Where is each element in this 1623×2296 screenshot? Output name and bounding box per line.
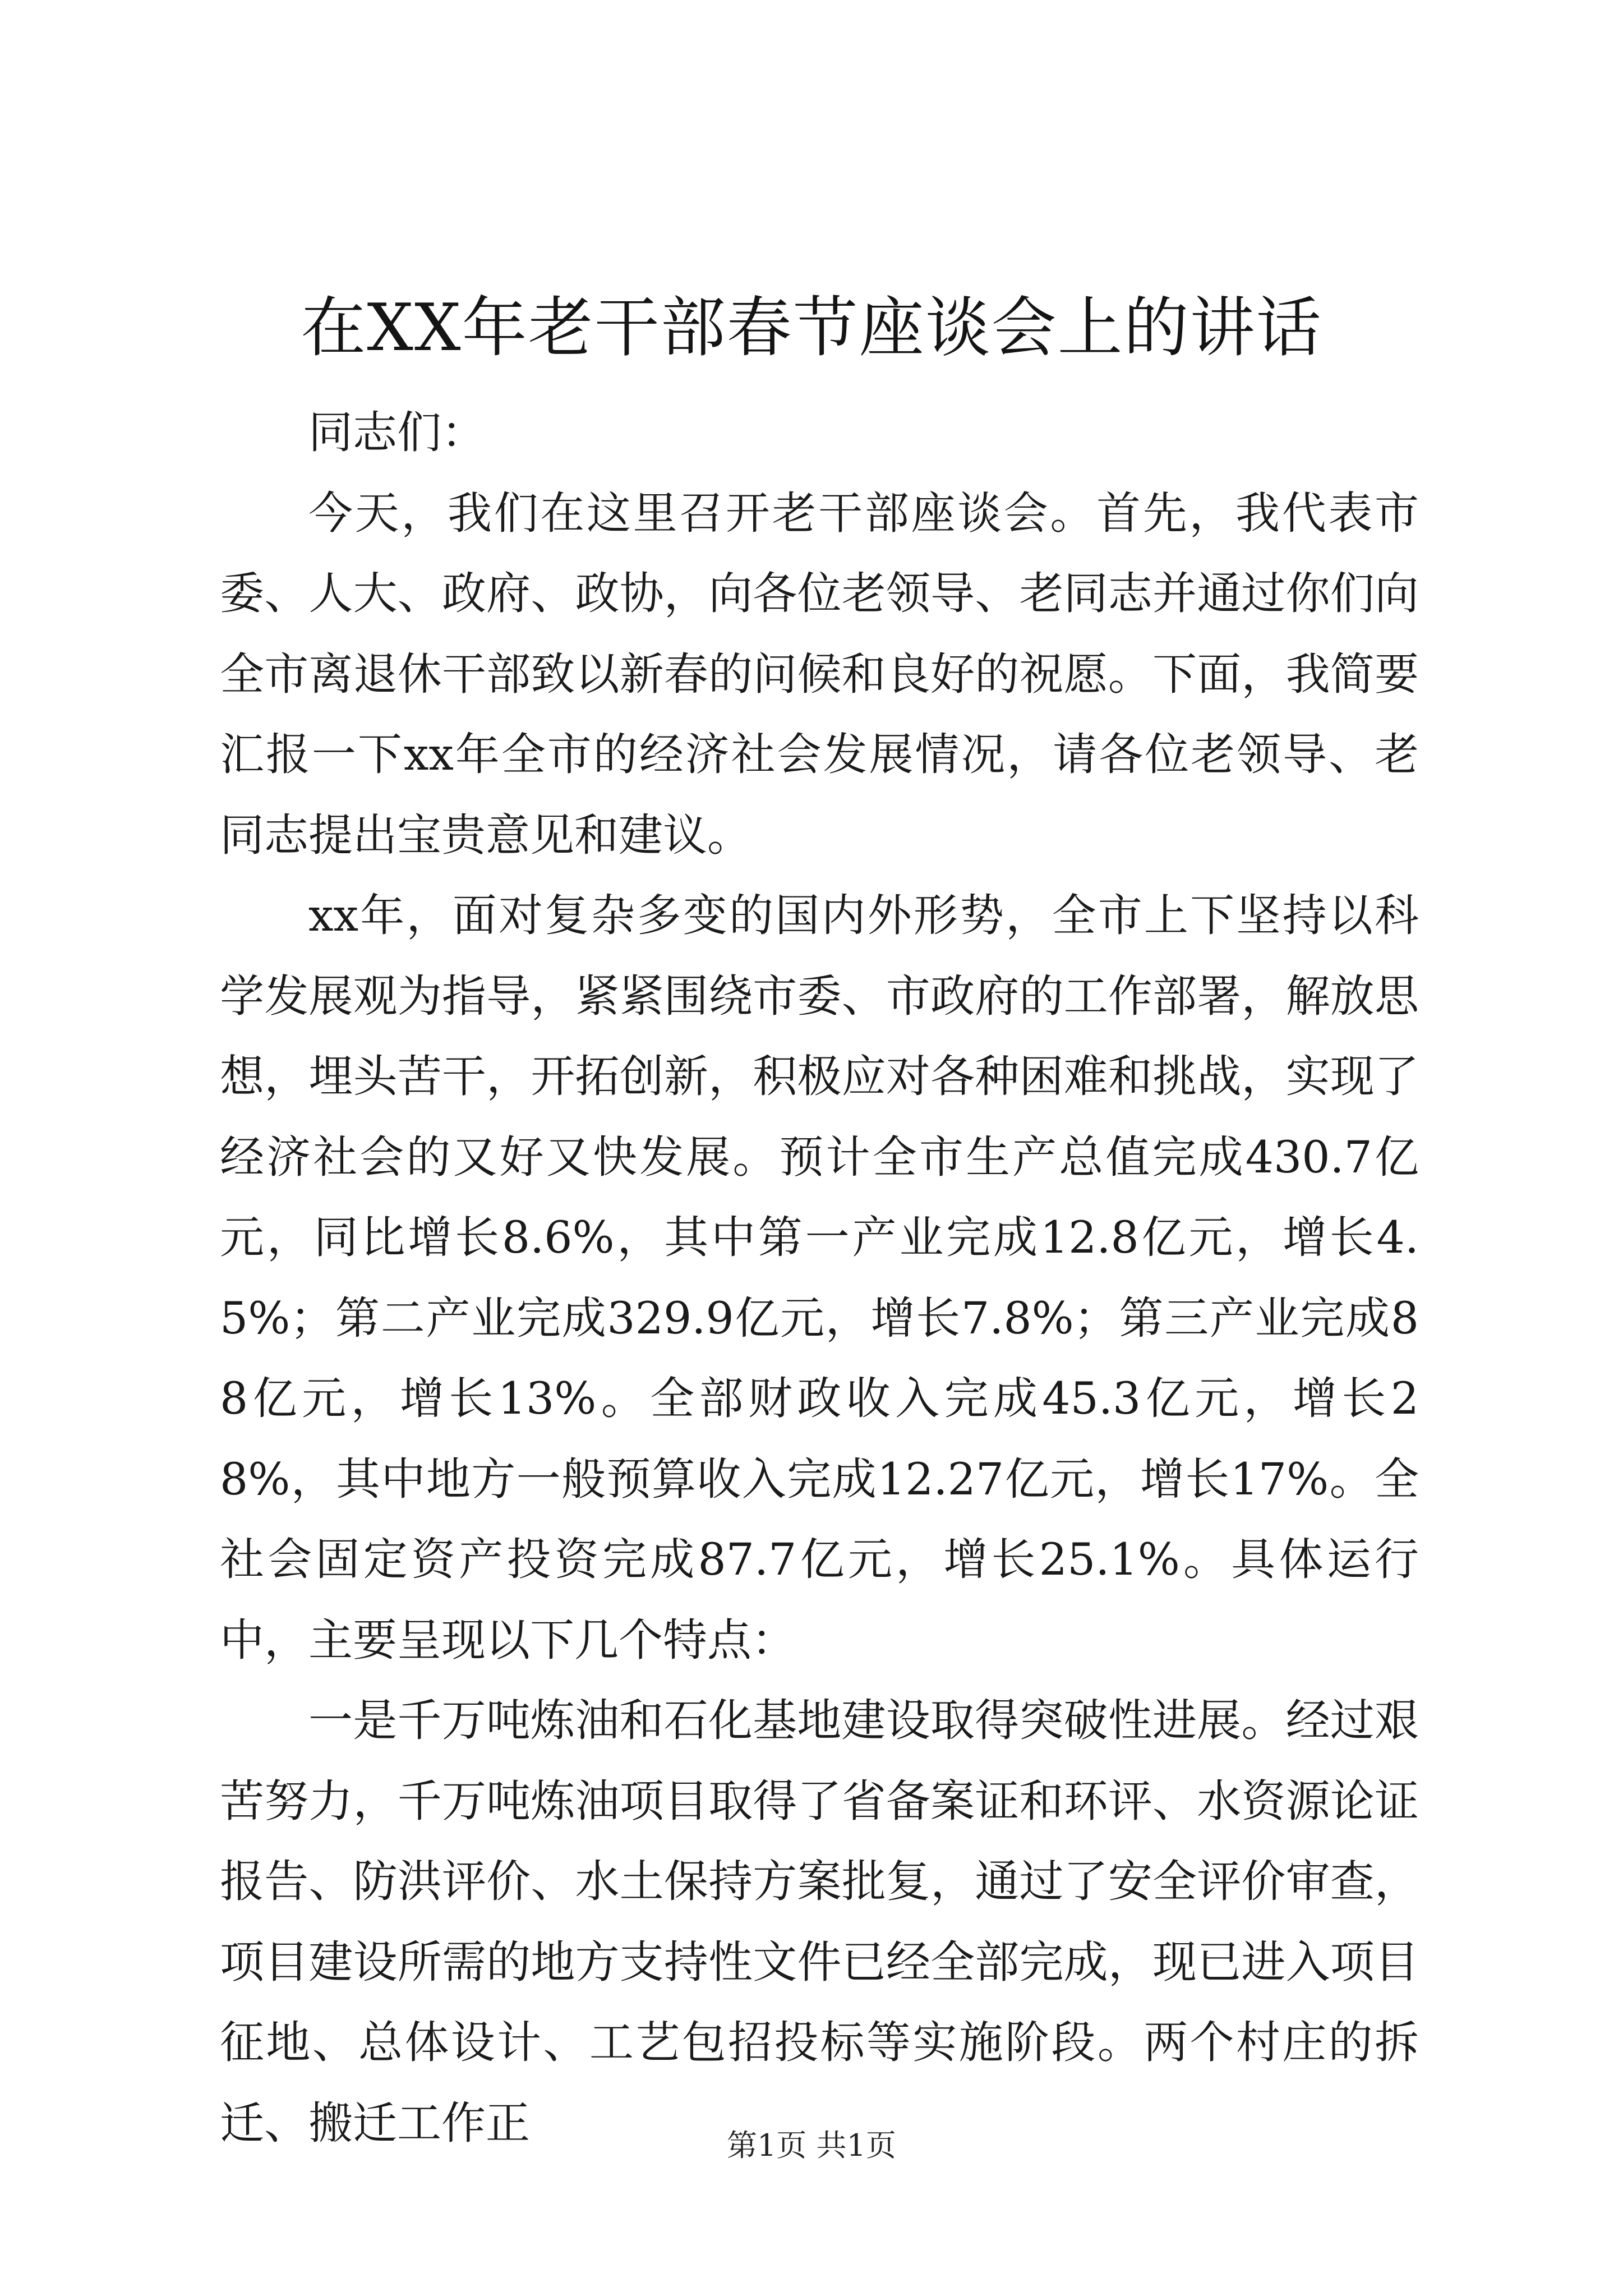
document-body bbox=[220, 393, 1419, 2164]
economy-summary-paragraph: xx年，面对复杂多变的国内外形势，全市上下坚持以科学发展观为指导，紧紧围绕市委、市政府的工作部署，解放思想，埋头苦干，开拓创新，积极应对各种困难和挑战，实现了经济社会的又好又快发展。预计全市生产总值完成430.7亿元，同比增长8.6%，其中第一产业完成12.8亿元，增长4.5%；第二产业完成329.9亿元，增长7.8%；第三产业完成88亿元，增长13%。全部财政收入完成45.3亿元，增长28%，其中地方一般预算收入完成12.27亿元，增长17%。全社会固定资产投资完成87.7亿元，增长25.1%。具体运行中，主要呈现以下几个特点： bbox=[220, 890, 1419, 1666]
salutation-paragraph: 同志们： bbox=[308, 407, 486, 458]
document-title: 在XX年老干部春节座谈会上的讲话 bbox=[301, 290, 1322, 366]
refinery-progress-paragraph: 一是千万吨炼油和石化基地建设取得突破性进展。经过艰苦努力，千万吨炼油项目取得了省备案证和环评、水资源论证报告、防洪评价、水土保持方案批复，通过了安全评价审查，项目建设所需的地方支持性文件已经全部完成，现已进入项目征地、总体设计、工艺包招投标等实施阶段。两个村庄的拆迁、搬迁工作正 bbox=[220, 1695, 1419, 2149]
opening-paragraph: 今天，我们在这里召开老干部座谈会。首先，我代表市委、人大、政府、政协，向各位老领导、老同志并通过你们向全市离退休干部致以新春的问候和良好的祝愿。下面，我简要汇报一下xx年全市的经济社会发展情况，请各位老领导、老同志提出宝贵意见和建议。 bbox=[220, 487, 1419, 861]
page-number-footer: 第1页 共1页 bbox=[727, 2128, 896, 2163]
